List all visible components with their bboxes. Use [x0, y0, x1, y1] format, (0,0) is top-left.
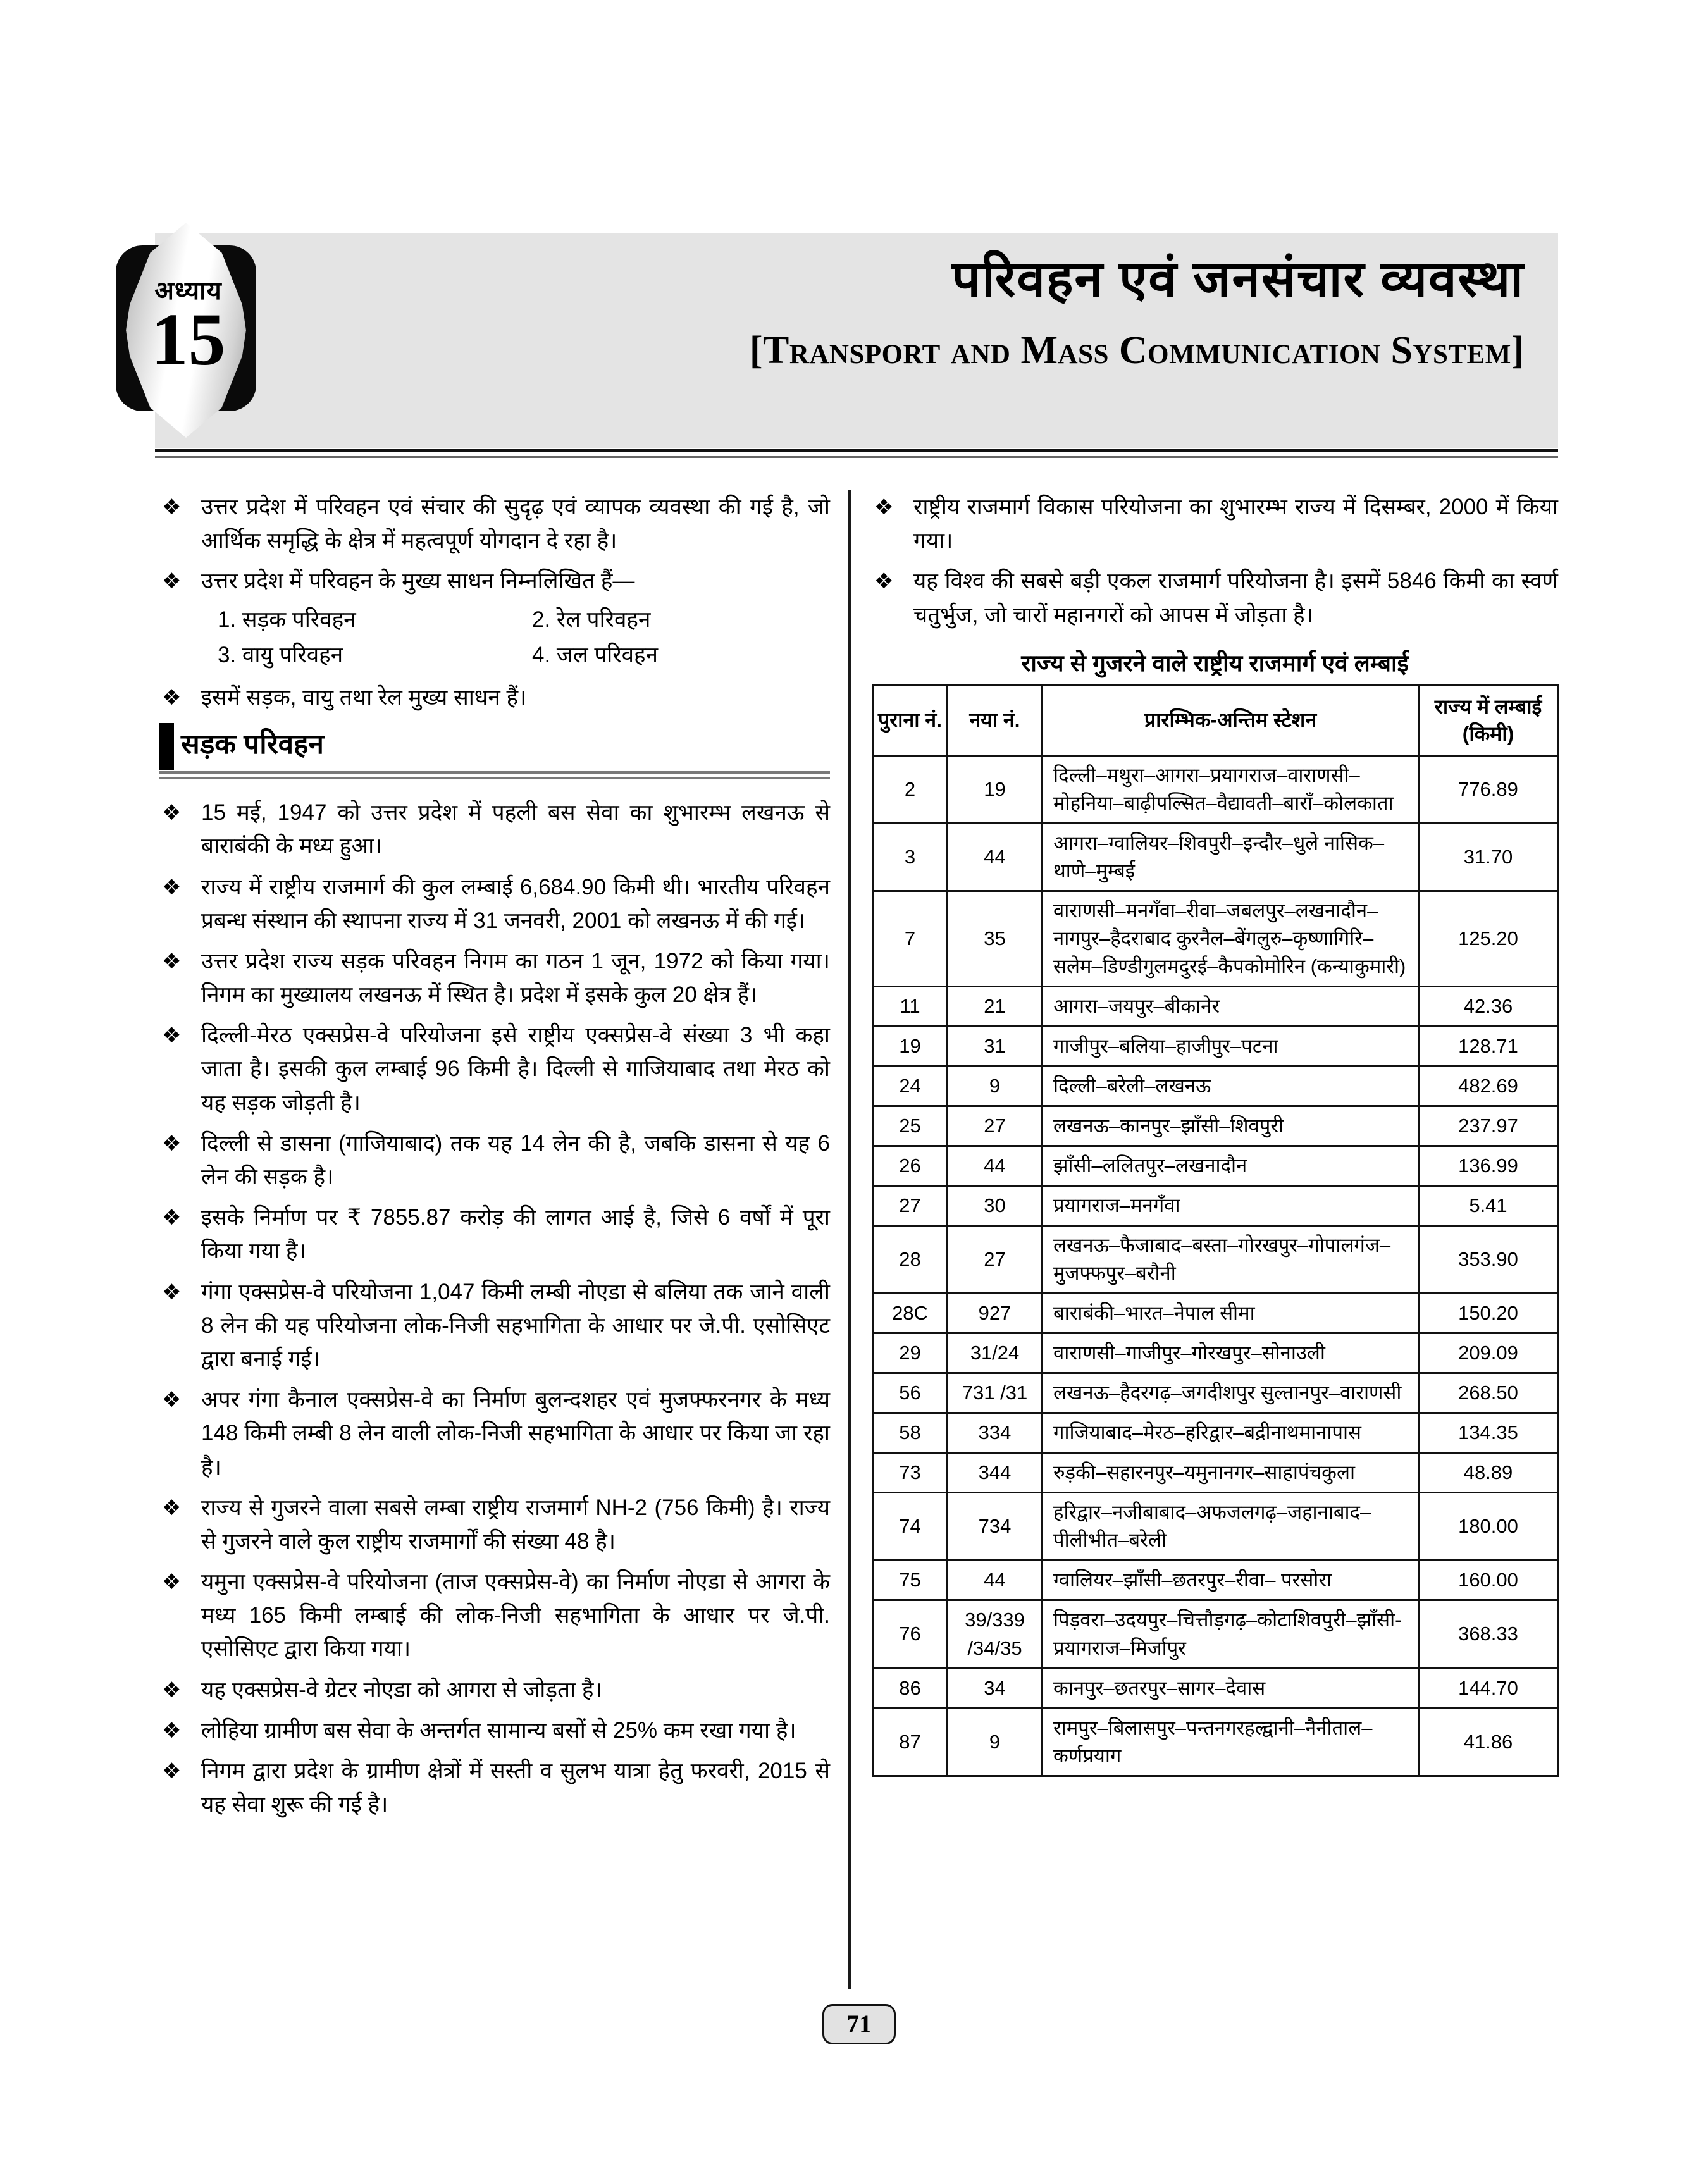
- table-row: [873, 891, 1558, 987]
- table-row: [873, 1106, 1558, 1146]
- list-item: [159, 1754, 830, 1821]
- cell-old-number: 25: [873, 1106, 948, 1146]
- cell-old-number: 3: [873, 824, 948, 891]
- table-row: [873, 1294, 1558, 1333]
- cell-length: 48.89: [1419, 1453, 1558, 1493]
- cell-length: 160.00: [1419, 1561, 1558, 1600]
- chapter-number-label: 15: [151, 298, 226, 381]
- list-item: [159, 1275, 830, 1376]
- table-row: [873, 824, 1558, 891]
- cell-old-number: 87: [873, 1708, 948, 1776]
- cell-new-number: 34: [948, 1668, 1043, 1708]
- list-item: [159, 681, 830, 714]
- cell-stations: गाजीपुर–बलिया–हाजीपुर–पटना: [1043, 1027, 1419, 1067]
- cell-length: 209.09: [1419, 1333, 1558, 1373]
- cell-stations: कानपुर–छतरपुर–सागर–देवास: [1043, 1668, 1419, 1708]
- section-rule-bottom: [159, 777, 830, 779]
- cell-length: 125.20: [1419, 891, 1558, 987]
- bullet-diamond-icon: ❖: [162, 875, 182, 900]
- cell-old-number: 28: [873, 1226, 948, 1294]
- table-row: [873, 1027, 1558, 1067]
- cell-stations: ग्वालियर–झाँसी–छतरपुर–रीवा– परसोरा: [1043, 1561, 1419, 1600]
- cell-new-number: 44: [948, 1146, 1043, 1186]
- chapter-badge: [98, 228, 278, 430]
- table-row: [873, 1561, 1558, 1600]
- left-column: [159, 490, 830, 1828]
- table-row: [873, 1373, 1558, 1413]
- cell-stations: वाराणसी–मनगँवा–रीवा–जबलपुर–लखनादौन–नागपुर–हैदराबाद कुरनैल–बेंगलुरु–कृष्णागिरि–सलेम–डिण्डीगुलमदुरई–कैपकोमोरिन (कन्याकुमारी): [1043, 891, 1419, 987]
- table-row: [873, 1333, 1558, 1373]
- cell-stations: लखनऊ–फैजाबाद–बस्ता–गोरखपुर–गोपालगंज–मुजफ्फपुर–बरौनी: [1043, 1226, 1419, 1294]
- cell-new-number: 39/339 /34/35: [948, 1600, 1043, 1668]
- list-item: [159, 564, 830, 674]
- list-item-text: यह एक्सप्रेस-वे ग्रेटर नोएडा को आगरा से जोड़ता है।: [201, 1677, 602, 1702]
- cell-old-number: 26: [873, 1146, 948, 1186]
- list-item: 4. जल परिवहन: [532, 643, 659, 668]
- cell-old-number: 56: [873, 1373, 948, 1413]
- cell-new-number: 31: [948, 1027, 1043, 1067]
- bullet-diamond-icon: ❖: [162, 1570, 182, 1595]
- table-header-row: [873, 685, 1558, 755]
- cell-old-number: 73: [873, 1453, 948, 1493]
- table-row: [873, 1453, 1558, 1493]
- bullet-diamond-icon: ❖: [162, 1280, 182, 1304]
- cell-old-number: 76: [873, 1600, 948, 1668]
- cell-stations: आगरा–ग्वालियर–शिवपुरी–इन्दौर–धुले नासिक–थाणे–मुम्बई: [1043, 824, 1419, 891]
- cell-new-number: 44: [948, 1561, 1043, 1600]
- list-item-text: लोहिया ग्रामीण बस सेवा के अन्तर्गत सामान्य बसों से 25% कम रखा गया है।: [201, 1717, 796, 1743]
- column-header-old-number: पुराना नं.: [873, 685, 948, 755]
- list-item-text: उत्तर प्रदेश राज्य सड़क परिवहन निगम का गठन 1 जून, 1972 को किया गया। निगम का मुख्यालय लखनऊ में स्थित है। प्रदेश में इसके कुल 20 क्षेत्र हैं।: [201, 948, 830, 1008]
- bullet-diamond-icon: ❖: [162, 569, 182, 594]
- cell-old-number: 28C: [873, 1294, 948, 1333]
- list-item: 2. रेल परिवहन: [532, 607, 651, 632]
- cell-old-number: 2: [873, 756, 948, 824]
- cell-stations: रामपुर–बिलासपुर–पन्तनगरहल्द्वानी–नैनीताल–कर्णप्रयाग: [1043, 1708, 1419, 1776]
- table-row: [873, 1413, 1558, 1453]
- section-rule-top: [159, 771, 830, 774]
- chapter-title-hindi: परिवहन एवं जनसंचार व्यवस्था: [951, 250, 1525, 307]
- table-row: [873, 1067, 1558, 1106]
- cell-stations: आगरा–जयपुर–बीकानेर: [1043, 987, 1419, 1027]
- cell-stations: लखनऊ–कानपुर–झाँसी–शिवपुरी: [1043, 1106, 1419, 1146]
- list-item-text: राज्य में राष्ट्रीय राजमार्ग की कुल लम्बाई 6,684.90 किमी थी। भारतीय परिवहन प्रबन्ध संस्थान की स्थापना राज्य में 31 जनवरी, 2001 को लखनऊ में की गई।: [201, 874, 830, 933]
- bullet-diamond-icon: ❖: [874, 495, 894, 519]
- bullet-diamond-icon: ❖: [162, 1759, 182, 1783]
- cell-new-number: 734: [948, 1493, 1043, 1561]
- cell-old-number: 7: [873, 891, 948, 987]
- bullet-diamond-icon: ❖: [162, 1206, 182, 1230]
- cell-length: 776.89: [1419, 756, 1558, 824]
- cell-old-number: 11: [873, 987, 948, 1027]
- list-item: [159, 944, 830, 1011]
- cell-old-number: 86: [873, 1668, 948, 1708]
- cell-stations: प्रयागराज–मनगँवा: [1043, 1186, 1419, 1226]
- list-item: [872, 490, 1558, 557]
- cell-new-number: 9: [948, 1067, 1043, 1106]
- cell-stations: वाराणसी–गाजीपुर–गोरखपुर–सोनाउली: [1043, 1333, 1419, 1373]
- list-item: [159, 1491, 830, 1558]
- column-header-stations: प्रारम्भिक-अन्तिम स्टेशन: [1043, 685, 1419, 755]
- cell-length: 31.70: [1419, 824, 1558, 891]
- chapter-word-label: अध्याय: [154, 277, 222, 305]
- bullet-diamond-icon: ❖: [162, 495, 182, 519]
- list-item: [159, 1383, 830, 1484]
- bullet-diamond-icon: ❖: [874, 569, 894, 594]
- cell-length: 128.71: [1419, 1027, 1558, 1067]
- bullet-diamond-icon: ❖: [162, 1495, 182, 1520]
- right-column: [872, 490, 1558, 1777]
- header-rule-secondary: [155, 456, 1558, 458]
- cell-length: 144.70: [1419, 1668, 1558, 1708]
- table-row: [873, 1146, 1558, 1186]
- cell-new-number: 27: [948, 1226, 1043, 1294]
- list-item-text: उत्तर प्रदेश में परिवहन एवं संचार की सुदृढ़ एवं व्यापक व्यवस्था की गई है, जो आर्थिक समृद्धि के क्षेत्र में महत्वपूर्ण योगदान दे रहा है।: [201, 495, 830, 553]
- list-item: 3. वायु परिवहन: [218, 643, 343, 668]
- bullet-diamond-icon: ❖: [162, 1023, 182, 1048]
- cell-length: 134.35: [1419, 1413, 1558, 1453]
- highway-project-bullet-list: [872, 490, 1558, 632]
- cell-new-number: 30: [948, 1186, 1043, 1226]
- list-item-text: यह विश्व की सबसे बड़ी एकल राजमार्ग परियोजना है। इसमें 5846 किमी का स्वर्ण चतुर्भुज, जो चारों महानगरों को आपस में जोड़ता है।: [913, 569, 1558, 628]
- section-heading-road-transport: [159, 726, 830, 767]
- table-row: [873, 1186, 1558, 1226]
- cell-stations: झाँसी–ललितपुर–लखनादौन: [1043, 1146, 1419, 1186]
- list-item: [159, 796, 830, 863]
- list-item-text: इसके निर्माण पर ₹ 7855.87 करोड़ की लागत आई है, जिसे 6 वर्षों में पूरा किया गया है।: [201, 1205, 830, 1264]
- cell-length: 353.90: [1419, 1226, 1558, 1294]
- bullet-diamond-icon: ❖: [162, 1388, 182, 1413]
- table-caption: राज्य से गुजरने वाले राष्ट्रीय राजमार्ग एवं लम्बाई: [1021, 650, 1409, 676]
- table-row: [873, 1600, 1558, 1668]
- cell-new-number: 927: [948, 1294, 1043, 1333]
- cell-new-number: 334: [948, 1413, 1043, 1453]
- cell-old-number: 24: [873, 1067, 948, 1106]
- column-divider: [848, 490, 851, 1989]
- cell-length: 150.20: [1419, 1294, 1558, 1333]
- list-item: [872, 564, 1558, 631]
- cell-old-number: 74: [873, 1493, 948, 1561]
- cell-length: 42.36: [1419, 987, 1558, 1027]
- list-item-text: दिल्ली से डासना (गाजियाबाद) तक यह 14 लेन की है, जबकि डासना से यह 6 लेन की सड़क है।: [201, 1130, 830, 1189]
- column-header-length: राज्य में लम्बाई (किमी): [1419, 685, 1558, 755]
- cell-new-number: 19: [948, 756, 1043, 824]
- list-item: [159, 1565, 830, 1666]
- bullet-diamond-icon: ❖: [162, 1678, 182, 1702]
- cell-new-number: 27: [948, 1106, 1043, 1146]
- table-row: [873, 1668, 1558, 1708]
- list-item-text: राज्य से गुजरने वाला सबसे लम्बा राष्ट्रीय राजमार्ग NH-2 (756 किमी) है। राज्य से गुजरने वाले कुल राष्ट्रीय राजमार्गों की संख्या 48 है।: [201, 1495, 830, 1554]
- chapter-title-english: [Transport and Mass Communication System]: [749, 329, 1525, 372]
- intro-bullet-list: [159, 490, 830, 714]
- road-transport-bullet-list: [159, 796, 830, 1821]
- transport-modes-list: [201, 602, 830, 674]
- list-item-text: इसमें सड़क, वायु तथा रेल मुख्य साधन हैं।: [201, 684, 527, 710]
- cell-new-number: 21: [948, 987, 1043, 1027]
- cell-length: 41.86: [1419, 1708, 1558, 1776]
- table-row: [873, 1493, 1558, 1561]
- cell-old-number: 27: [873, 1186, 948, 1226]
- cell-stations: दिल्ली–मथुरा–आगरा–प्रयागराज–वाराणसी–मोहनिया–बाढ़ीपल्सित–वैद्यावती–बाराँ–कोलकाता: [1043, 756, 1419, 824]
- list-item-text: 15 मई, 1947 को उत्तर प्रदेश में पहली बस सेवा का शुभारम्भ लखनऊ से बाराबंकी के मध्य हुआ।: [201, 800, 830, 859]
- list-item-text: निगम द्वारा प्रदेश के ग्रामीण क्षेत्रों में सस्ती व सुलभ यात्रा हेतु फरवरी, 2015 से यह सेवा शुरू की गई है।: [201, 1759, 830, 1817]
- list-item-text: गंगा एक्सप्रेस-वे परियोजना 1,047 किमी लम्बी नोएडा से बलिया तक जाने वाली 8 लेन की यह परियोजना लोक-निजी सहभागिता के आधार पर जे.पी. एसोसिएट द्वारा बनाई गई।: [201, 1279, 830, 1371]
- column-header-new-number: नया नं.: [948, 685, 1043, 755]
- list-item: [159, 1127, 830, 1194]
- list-item-text: राष्ट्रीय राजमार्ग विकास परियोजना का शुभारम्भ राज्य में दिसम्बर, 2000 में किया गया।: [913, 495, 1558, 553]
- cell-stations: दिल्ली–बरेली–लखनऊ: [1043, 1067, 1419, 1106]
- list-item: [159, 870, 830, 937]
- list-item: [159, 1714, 830, 1747]
- cell-length: 268.50: [1419, 1373, 1558, 1413]
- page-number-badge: 71: [822, 2004, 896, 2044]
- cell-new-number: 9: [948, 1708, 1043, 1776]
- cell-length: 482.69: [1419, 1067, 1558, 1106]
- list-item: 1. सड़क परिवहन: [218, 607, 356, 632]
- bullet-diamond-icon: ❖: [162, 685, 182, 710]
- list-item: [159, 490, 830, 557]
- cell-stations: पिड़वरा–उदयपुर–चित्तौड़गढ़–कोटाशिवपुरी–झाँसी-प्रयागराज–मिर्जापुर: [1043, 1600, 1419, 1668]
- cell-length: 136.99: [1419, 1146, 1558, 1186]
- bullet-diamond-icon: ❖: [162, 801, 182, 826]
- list-item: [159, 1673, 830, 1707]
- table-row: [873, 756, 1558, 824]
- cell-new-number: 35: [948, 891, 1043, 987]
- table-row: [873, 1708, 1558, 1776]
- cell-old-number: 29: [873, 1333, 948, 1373]
- list-item-text: उत्तर प्रदेश में परिवहन के मुख्य साधन निम्नलिखित हैं—: [201, 569, 635, 594]
- cell-length: 180.00: [1419, 1493, 1558, 1561]
- cell-length: 368.33: [1419, 1600, 1558, 1668]
- national-highways-table: [872, 684, 1559, 1777]
- bullet-diamond-icon: ❖: [162, 949, 182, 974]
- header-rule-primary: [155, 449, 1558, 452]
- section-heading-label: सड़क परिवहन: [181, 729, 324, 760]
- cell-old-number: 19: [873, 1027, 948, 1067]
- cell-length: 5.41: [1419, 1186, 1558, 1226]
- cell-new-number: 31/24: [948, 1333, 1043, 1373]
- section-heading-bar: [159, 723, 174, 770]
- list-item-text: यमुना एक्सप्रेस-वे परियोजना (ताज एक्सप्रेस-वे) का निर्माण नोएडा से आगरा के मध्य 165 किमी लम्बाई की लोक-निजी सहभागिता के आधार पर जे.पी. एसोसिएट द्वारा किया गया।: [201, 1569, 830, 1662]
- cell-stations: बाराबंकी–भारत–नेपाल सीमा: [1043, 1294, 1419, 1333]
- bullet-diamond-icon: ❖: [162, 1131, 182, 1156]
- bullet-diamond-icon: ❖: [162, 1718, 182, 1743]
- cell-stations: गाजियाबाद–मेरठ–हरिद्वार–बद्रीनाथमानापास: [1043, 1413, 1419, 1453]
- cell-new-number: 731 /31: [948, 1373, 1043, 1413]
- list-item-text: अपर गंगा कैनाल एक्सप्रेस-वे का निर्माण बुलन्दशहर एवं मुजफ्फरनगर के मध्य 148 किमी लम्बी 8 लेन वाली लोक-निजी सहभागिता के आधार पर किया जा रहा है।: [201, 1387, 830, 1480]
- cell-old-number: 75: [873, 1561, 948, 1600]
- cell-stations: हरिद्वार–नजीबाबाद–अफजलगढ़–जहानाबाद– पीलीभीत–बरेली: [1043, 1493, 1419, 1561]
- cell-stations: रुड़की–सहारनपुर–यमुनानगर–साहापंचकुला: [1043, 1453, 1419, 1493]
- cell-length: 237.97: [1419, 1106, 1558, 1146]
- cell-stations: लखनऊ–हैदरगढ़–जगदीशपुर सुल्तानपुर–वाराणसी: [1043, 1373, 1419, 1413]
- cell-old-number: 58: [873, 1413, 948, 1453]
- list-item-text: दिल्ली-मेरठ एक्सप्रेस-वे परियोजना इसे राष्ट्रीय एक्सप्रेस-वे संख्या 3 भी कहा जाता है। इसकी कुल लम्बाई 96 किमी है। दिल्ली से गाजियाबाद तथा मेरठ को यह सड़क जोड़ती है।: [201, 1023, 830, 1115]
- table-body: [873, 756, 1558, 1776]
- cell-new-number: 344: [948, 1453, 1043, 1493]
- list-item: [159, 1018, 830, 1120]
- cell-new-number: 44: [948, 824, 1043, 891]
- table-row: [873, 987, 1558, 1027]
- section-heading-rules: [159, 771, 830, 779]
- table-row: [873, 1226, 1558, 1294]
- list-item: [159, 1201, 830, 1268]
